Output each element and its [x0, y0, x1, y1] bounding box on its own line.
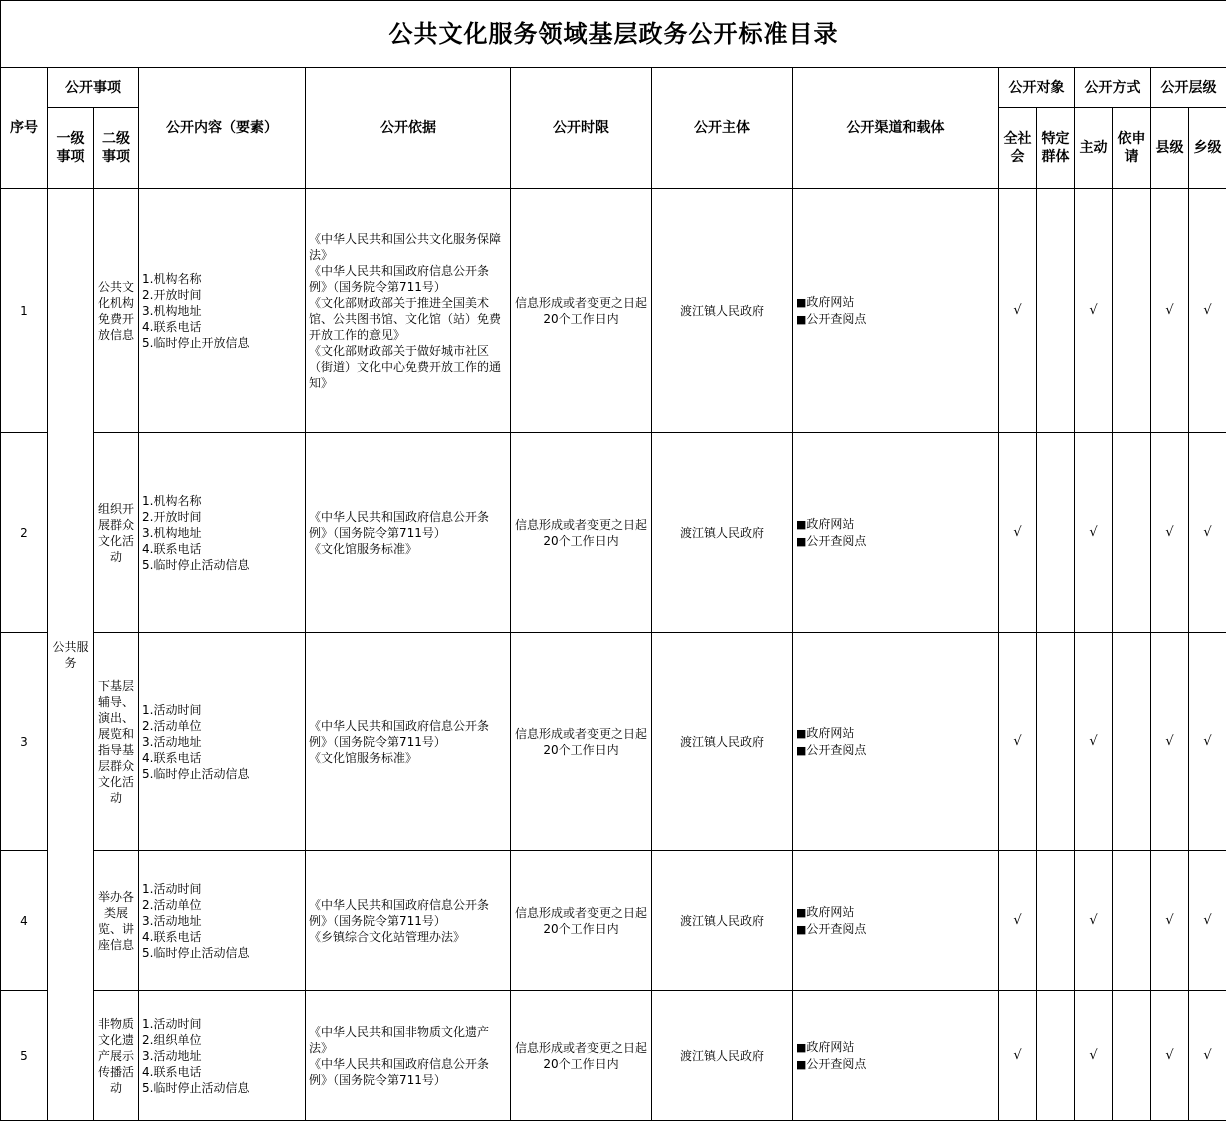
content-item: 3.活动地址: [142, 1048, 302, 1064]
page-title: 公共文化服务领域基层政务公开标准目录: [1, 1, 1226, 68]
row-level2: 组织开展群众文化活动: [94, 433, 139, 633]
header-target: 公开对象: [999, 68, 1075, 108]
row-level2: 非物质文化遗产展示传播活动: [94, 991, 139, 1121]
content-item: 4.联系电话: [142, 541, 302, 557]
row-level2: 公共文化机构免费开放信息: [94, 189, 139, 433]
content-item: 4.联系电话: [142, 319, 302, 335]
check-township: √: [1189, 991, 1226, 1121]
check-whole-society: √: [999, 189, 1037, 433]
header-method: 公开方式: [1075, 68, 1151, 108]
row-timelimit: 信息形成或者变更之日起20个工作日内: [511, 851, 652, 991]
row-subject: 渡江镇人民政府: [652, 433, 793, 633]
row-content: [139, 991, 306, 1121]
check-active: √: [1075, 851, 1113, 991]
content-item: 3.机构地址: [142, 525, 302, 541]
check-whole-society: √: [999, 633, 1037, 851]
header-active: 主动: [1075, 108, 1113, 189]
row-timelimit: 信息形成或者变更之日起20个工作日内: [511, 189, 652, 433]
check-county: √: [1151, 189, 1189, 433]
check-active: √: [1075, 433, 1113, 633]
row-seq: 5: [1, 991, 48, 1121]
table-row: [1, 189, 1226, 433]
content-item: 5.临时停止活动信息: [142, 766, 302, 782]
content-item: 3.活动地址: [142, 734, 302, 750]
header-county: 县级: [1151, 108, 1189, 189]
header-items: 公开事项: [48, 68, 139, 108]
basis-item: 《中华人民共和国政府信息公开条例》（国务院令第711号）: [309, 263, 507, 295]
basis-item: 《中华人民共和国非物质文化遗产法》: [309, 1024, 507, 1056]
check-specific-group: [1037, 433, 1075, 633]
check-on-request: [1113, 189, 1151, 433]
check-county: √: [1151, 633, 1189, 851]
row-subject: 渡江镇人民政府: [652, 633, 793, 851]
check-active: √: [1075, 633, 1113, 851]
header-channel: 公开渠道和载体: [793, 68, 999, 189]
channel-item: ■ 公开查阅点: [796, 1056, 995, 1073]
basis-item: 《乡镇综合文化站管理办法》: [309, 929, 507, 945]
content-item: 1.机构名称: [142, 493, 302, 509]
row-content: [139, 189, 306, 433]
row-channels: [793, 433, 999, 633]
header-timelimit: 公开时限: [511, 68, 652, 189]
table-row: [1, 433, 1226, 633]
basis-item: 《文化馆服务标准》: [309, 541, 507, 557]
check-on-request: [1113, 851, 1151, 991]
check-township: √: [1189, 851, 1226, 991]
check-on-request: [1113, 433, 1151, 633]
row-basis: [306, 851, 511, 991]
row-timelimit: 信息形成或者变更之日起20个工作日内: [511, 633, 652, 851]
header-whole-society: 全社会: [999, 108, 1037, 189]
header-level: 公开层级: [1151, 68, 1226, 108]
channel-item: ■ 政府网站: [796, 1039, 995, 1056]
check-on-request: [1113, 991, 1151, 1121]
header-subject: 公开主体: [652, 68, 793, 189]
check-township: √: [1189, 189, 1226, 433]
basis-item: 《文化馆服务标准》: [309, 750, 507, 766]
basis-item: 《中华人民共和国政府信息公开条例》（国务院令第711号）: [309, 1056, 507, 1088]
row-subject: 渡江镇人民政府: [652, 991, 793, 1121]
header-on-request: 依申请: [1113, 108, 1151, 189]
header-township: 乡级: [1189, 108, 1226, 189]
content-item: 3.活动地址: [142, 913, 302, 929]
content-item: 2.开放时间: [142, 287, 302, 303]
row-content: [139, 633, 306, 851]
content-item: 2.活动单位: [142, 897, 302, 913]
content-item: 1.活动时间: [142, 881, 302, 897]
content-item: 4.联系电话: [142, 1064, 302, 1080]
content-item: 2.活动单位: [142, 718, 302, 734]
basis-item: 《文化部财政部关于做好城市社区（街道）文化中心免费开放工作的通知》: [309, 343, 507, 391]
row-channels: [793, 633, 999, 851]
check-county: √: [1151, 851, 1189, 991]
content-item: 5.临时停止开放信息: [142, 335, 302, 351]
content-item: 5.临时停止活动信息: [142, 1080, 302, 1096]
table-row: [1, 991, 1226, 1121]
content-item: 5.临时停止活动信息: [142, 945, 302, 961]
row-basis: [306, 633, 511, 851]
content-item: 1.活动时间: [142, 702, 302, 718]
content-item: 1.活动时间: [142, 1016, 302, 1032]
row-subject: 渡江镇人民政府: [652, 189, 793, 433]
check-county: √: [1151, 991, 1189, 1121]
header-level1: 一级事项: [48, 108, 94, 189]
check-on-request: [1113, 633, 1151, 851]
content-item: 5.临时停止活动信息: [142, 557, 302, 573]
content-item: 2.开放时间: [142, 509, 302, 525]
header-seq: 序号: [1, 68, 48, 189]
channel-item: ■ 政府网站: [796, 516, 995, 533]
content-item: 3.机构地址: [142, 303, 302, 319]
content-item: 1.机构名称: [142, 271, 302, 287]
row-basis: [306, 991, 511, 1121]
basis-item: 《中华人民共和国政府信息公开条例》（国务院令第711号）: [309, 897, 507, 929]
level1-cell: 公共服务: [48, 189, 94, 1121]
row-basis: [306, 433, 511, 633]
row-level2: 举办各类展览、讲座信息: [94, 851, 139, 991]
content-item: 4.联系电话: [142, 929, 302, 945]
row-content: [139, 433, 306, 633]
check-active: √: [1075, 189, 1113, 433]
row-seq: 1: [1, 189, 48, 433]
row-seq: 2: [1, 433, 48, 633]
row-timelimit: 信息形成或者变更之日起20个工作日内: [511, 991, 652, 1121]
channel-item: ■ 公开查阅点: [796, 311, 995, 328]
check-county: √: [1151, 433, 1189, 633]
check-specific-group: [1037, 991, 1075, 1121]
check-specific-group: [1037, 851, 1075, 991]
row-channels: [793, 189, 999, 433]
header-content: 公开内容（要素）: [139, 68, 306, 189]
check-whole-society: √: [999, 851, 1037, 991]
check-specific-group: [1037, 633, 1075, 851]
channel-item: ■ 公开查阅点: [796, 921, 995, 938]
basis-item: 《文化部财政部关于推进全国美术馆、公共图书馆、文化馆（站）免费开放工作的意见》: [309, 295, 507, 343]
channel-item: ■ 公开查阅点: [796, 742, 995, 759]
check-whole-society: √: [999, 991, 1037, 1121]
basis-item: 《中华人民共和国公共文化服务保障法》: [309, 231, 507, 263]
content-item: 2.组织单位: [142, 1032, 302, 1048]
row-content: [139, 851, 306, 991]
row-timelimit: 信息形成或者变更之日起20个工作日内: [511, 433, 652, 633]
row-seq: 3: [1, 633, 48, 851]
check-township: √: [1189, 433, 1226, 633]
row-seq: 4: [1, 851, 48, 991]
check-whole-society: √: [999, 433, 1037, 633]
table-row: [1, 851, 1226, 991]
check-specific-group: [1037, 189, 1075, 433]
content-item: 4.联系电话: [142, 750, 302, 766]
row-level2: 下基层辅导、演出、展览和指导基层群众文化活动: [94, 633, 139, 851]
basis-item: 《中华人民共和国政府信息公开条例》（国务院令第711号）: [309, 509, 507, 541]
header-specific-group: 特定群体: [1037, 108, 1075, 189]
row-channels: [793, 991, 999, 1121]
check-active: √: [1075, 991, 1113, 1121]
channel-item: ■ 公开查阅点: [796, 533, 995, 550]
table-row: [1, 633, 1226, 851]
basis-item: 《中华人民共和国政府信息公开条例》（国务院令第711号）: [309, 718, 507, 750]
header-basis: 公开依据: [306, 68, 511, 189]
channel-item: ■ 政府网站: [796, 294, 995, 311]
channel-item: ■ 政府网站: [796, 725, 995, 742]
row-subject: 渡江镇人民政府: [652, 851, 793, 991]
channel-item: ■ 政府网站: [796, 904, 995, 921]
row-basis: [306, 189, 511, 433]
header-level2: 二级事项: [94, 108, 139, 189]
row-channels: [793, 851, 999, 991]
check-township: √: [1189, 633, 1226, 851]
